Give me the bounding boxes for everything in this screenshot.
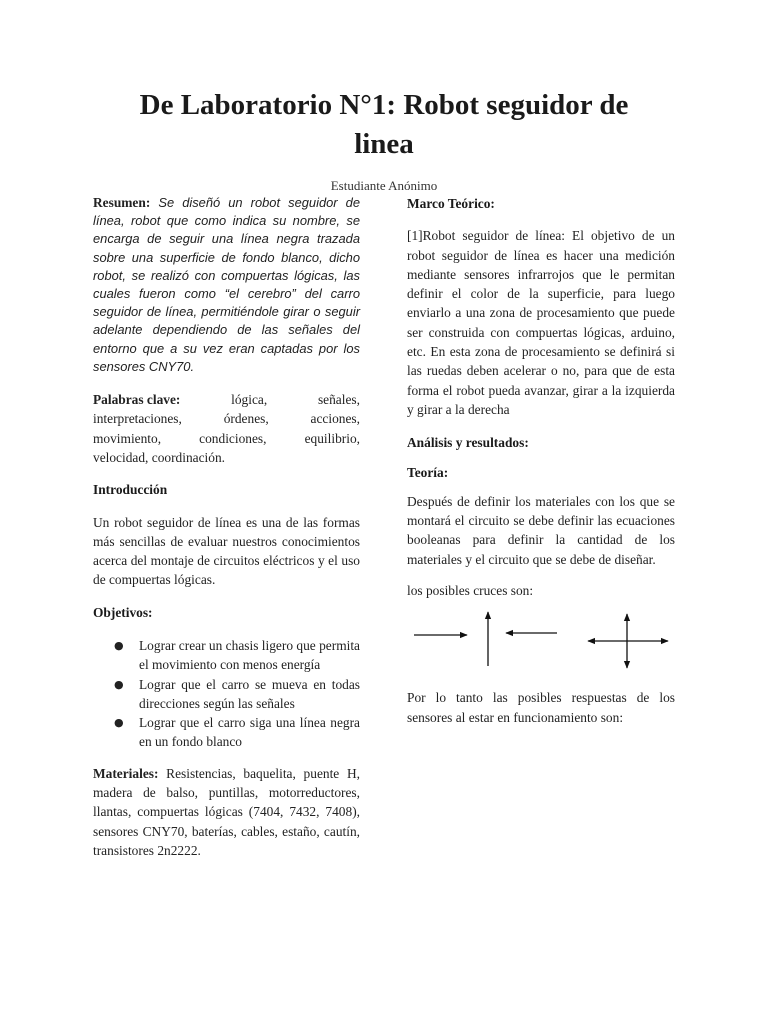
objective-item: ● Lograr que el carro siga una línea negra en un fondo blanco bbox=[93, 713, 360, 752]
author: Estudiante Anónimo bbox=[330, 178, 438, 193]
keyword: lógica, bbox=[231, 392, 268, 408]
keywords-label: Palabras clave: bbox=[93, 392, 181, 408]
theory-frame-text: [1]Robot seguidor de línea: El objetivo de un robot seguidor de línea es hacer una medición mediante sensores infrarrojos que le permitan definir el color de la superficie, para luego enviarlo a una zona de procesamiento que puede ser construida con compuertas lógicas, arduino, etc. En esta zona de procesamiento se definirá si las ruedas deben acelerar o no, para que de esta forma el robot pueda avanzar, girar a la izquierda y girar a la derecha bbox=[407, 228, 675, 417]
theory-frame-heading: Marco Teórico: bbox=[407, 196, 495, 211]
keywords-line-2 bbox=[93, 409, 360, 428]
theory-subheading: Teoría: bbox=[407, 464, 449, 480]
right-column bbox=[407, 194, 675, 727]
keyword: movimiento, bbox=[93, 430, 162, 446]
objective-item: ● Lograr que el carro se mueva en todas direcciones según las señales bbox=[93, 675, 360, 714]
analysis-heading: Análisis y resultados: bbox=[407, 435, 529, 451]
paper-title bbox=[60, 86, 708, 164]
objectives-heading: Objetivos: bbox=[93, 604, 153, 620]
objectives-list bbox=[93, 636, 360, 752]
analysis-text: Después de definir los materiales con los que se montará el circuito se debe definir las ecuaciones booleanas para definir la cantidad de los materiales y el circuito que se debe de diseñar. bbox=[407, 493, 675, 567]
keyword: órdenes, bbox=[223, 411, 269, 427]
left-column bbox=[93, 194, 360, 860]
materials bbox=[93, 764, 360, 860]
abstract-text: Se diseñó un robot seguidor de línea, robot que como indica su nombre, se encarga de seguir una línea negra trazada sobre una superficie de fondo blanco, dicho robot, se realizó con compuertas lógicas, las cuales fueron como “el cerebro” del carro seguidor de línea, permitiéndole girar o seguir adelante dependiendo de las señales del entorno que a su vez eran captadas por los sensores CNY70. bbox=[93, 195, 360, 374]
crossings-intro: los posibles cruces son: bbox=[407, 583, 534, 599]
materials-label: Materiales: bbox=[93, 765, 159, 781]
title-line-1: De Laboratorio N°1: Robot seguidor de bbox=[139, 89, 629, 121]
objective-item: ● Lograr crear un chasis ligero que permita el movimiento con menos energía bbox=[93, 636, 360, 675]
materials-text: Resistencias, baquelita, puente H, madera de balso, puntillas, motorreductores, llantas, compuertas lógicas (7404, 7432, 7408), sensores CNY70, baterías, cables, estaño, cautín, transistores 2n2222. bbox=[93, 765, 360, 858]
keyword: acciones, bbox=[310, 411, 360, 427]
abstract-label: Resumen: bbox=[93, 195, 151, 210]
keyword: condiciones, bbox=[199, 430, 267, 446]
title-line-2: linea bbox=[354, 128, 414, 160]
introduction-text: Un robot seguidor de línea es una de las formas más sencillas de evaluar nuestros conocimientos acerca del montaje de circuitos eléctricos y el uso de compuertas lógicas. bbox=[93, 514, 360, 588]
abstract bbox=[93, 194, 360, 376]
keywords-line-1 bbox=[93, 390, 360, 409]
keyword: interpretaciones, bbox=[93, 411, 182, 427]
keywords-line-3 bbox=[93, 429, 360, 448]
introduction-heading: Introducción bbox=[93, 482, 168, 498]
keywords-line-4: velocidad, coordinación. bbox=[93, 449, 225, 465]
crossings-diagram bbox=[407, 610, 675, 670]
keyword: equilibrio, bbox=[304, 430, 360, 446]
keyword: señales, bbox=[317, 392, 360, 408]
conclusion-text: Por lo tanto las posibles respuestas de los sensores al estar en funcionamiento son: bbox=[407, 690, 675, 725]
keywords bbox=[93, 390, 360, 467]
